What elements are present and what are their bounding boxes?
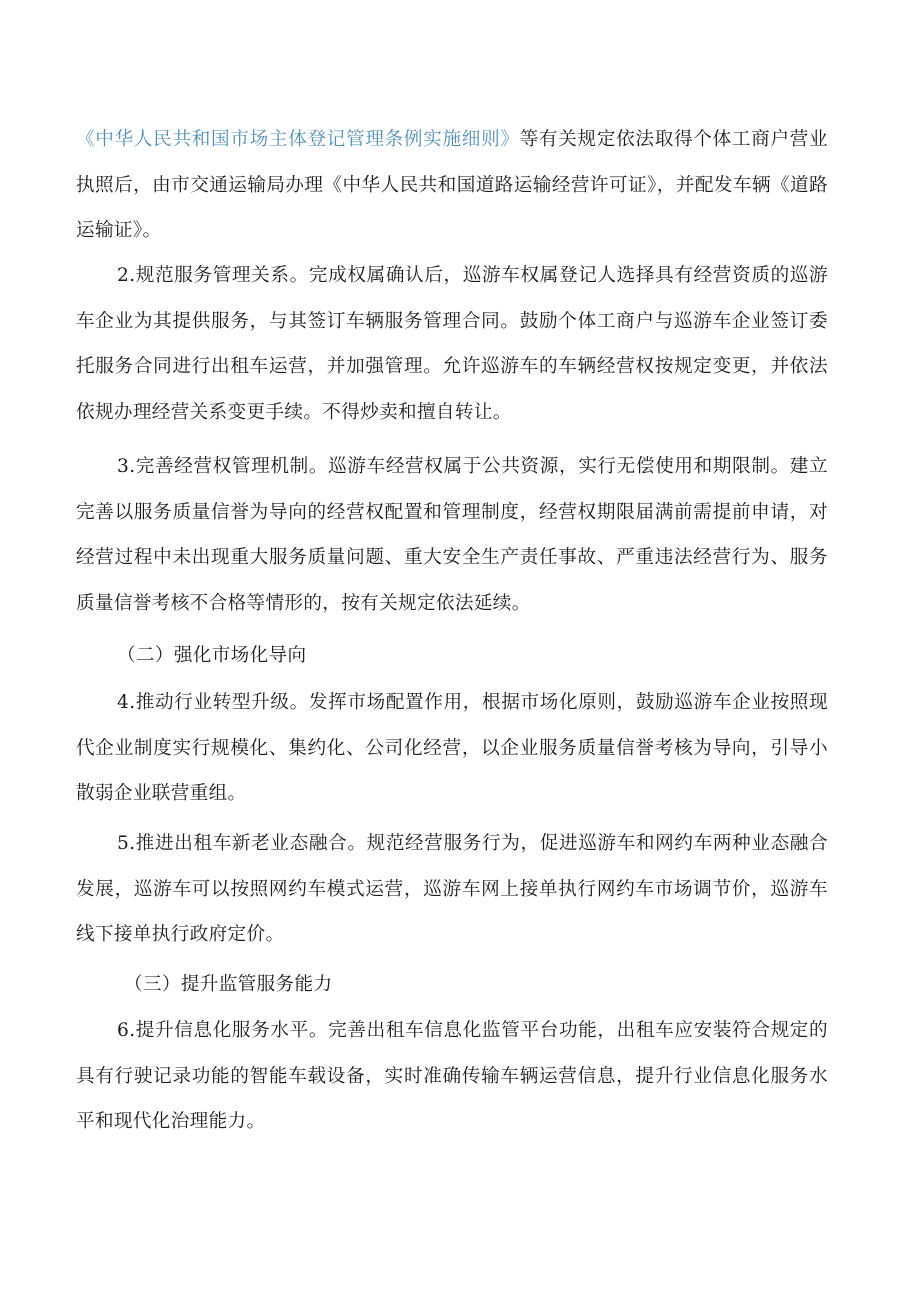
section-heading-3: （三）提升监管服务能力 [124,974,333,995]
paragraph-item-5 [76,821,828,958]
paragraph-text: .推动行业转型升级。发挥市场配置作用，根据市场化原则，鼓励巡游车企业按照现代企业制度实行规模化、集约化、公司化经营，以企业服务质量信誉考核为导向，引导小散弱企业联营重组。 [76,692,828,804]
paragraph-item-3 [76,444,828,626]
item-number: 2 [117,265,130,286]
paragraph-text: .规范服务管理关系。完成权属确认后，巡游车权属登记人选择具有经营资质的巡游车企业为其提供服务，与其签订车辆服务管理合同。鼓励个体工商户与巡游车企业签订委托服务合同进行出租车运营，并加强管理。允许巡游车的车辆经营权按规定变更，并依法依规办理经营关系变更手续。不得炒卖和擅自转让。 [76,265,828,423]
paragraph-continuation [76,117,828,254]
item-number: 3 [117,456,130,477]
paragraph-text: .完善经营权管理机制。巡游车经营权属于公共资源，实行无偿使用和期限制。建立完善以服务质量信誉为导向的经营权配置和管理制度，经营权期限届满前需提前申请，对经营过程中未出现重大服务质量问题、重大安全生产责任事故、严重违法经营行为、服务质量信誉考核不合格等情形的，按有关规定依法延续。 [76,456,828,614]
paragraph-item-2 [76,253,828,435]
paragraph-text: 等有关规定依法取得个体工商户营业执照后，由市交通运输局办理《中华人民共和国道路运输经营许可证》，并配发车辆《道路运输证》。 [76,129,828,241]
item-number: 6 [117,1020,130,1041]
section-heading-2: （二）强化市场化导向 [117,645,307,666]
item-number: 4 [117,692,130,713]
paragraph-item-4 [76,680,828,817]
paragraph-text: .推进出租车新老业态融合。规范经营服务行为，促进巡游车和网约车两种业态融合发展，巡游车可以按照网约车模式运营，巡游车网上接单执行网约车市场调节价，巡游车线下接单执行政府定价。 [76,833,828,945]
paragraph-item-6 [76,1008,828,1145]
item-number: 5 [117,833,130,854]
regulation-title-link[interactable]: 《中华人民共和国市场主体登记管理条例实施细则》 [76,129,520,150]
paragraph-text: .提升信息化服务水平。完善出租车信息化监管平台功能，出租车应安装符合规定的具有行驶记录功能的智能车载设备，实时准确传输车辆运营信息，提升行业信息化服务水平和现代化治理能力。 [76,1020,828,1132]
